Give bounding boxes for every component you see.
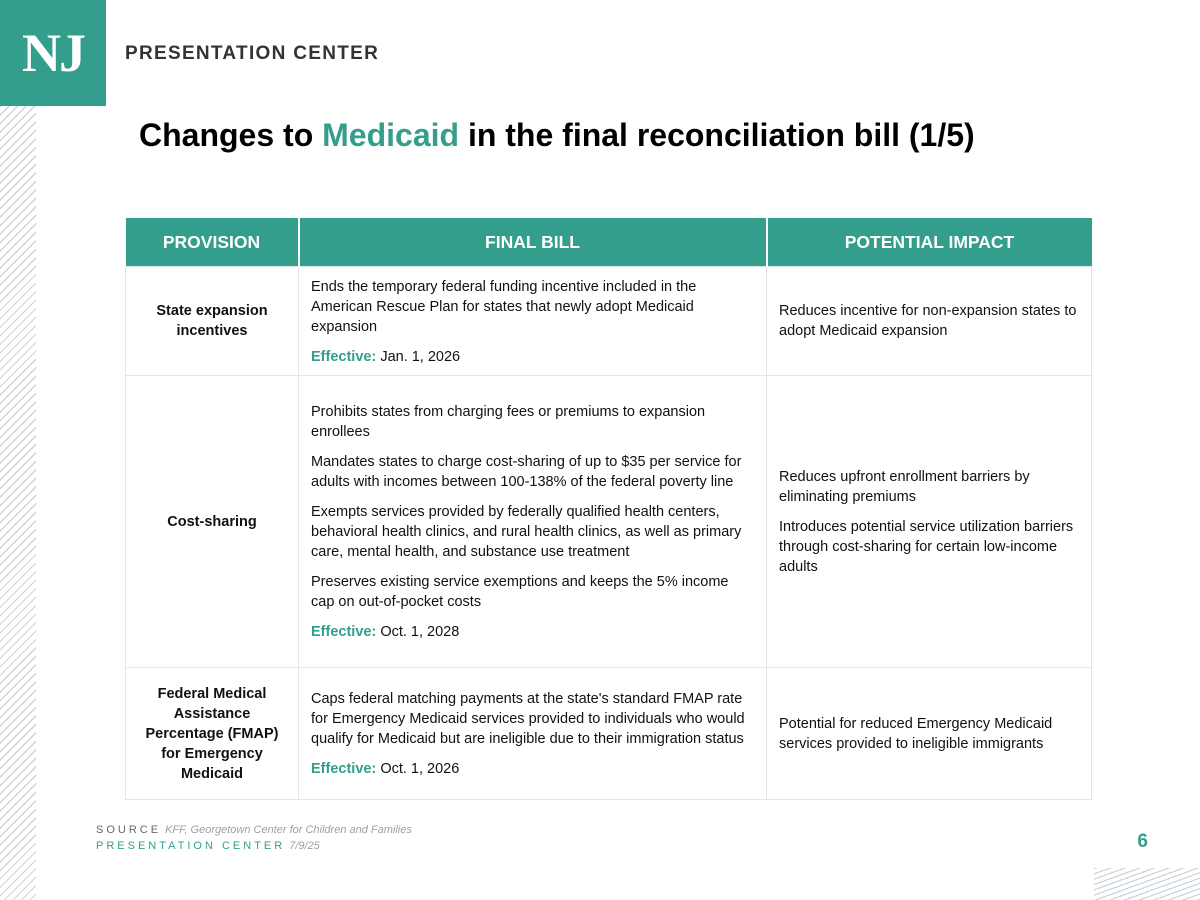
table-row — [126, 668, 1092, 800]
slide-title — [139, 117, 1139, 153]
final-bill-cell — [299, 668, 767, 800]
header-potential-impact: POTENTIAL IMPACT — [767, 218, 1092, 267]
effective-date: Oct. 1, 2026 — [380, 761, 460, 777]
nj-logo — [0, 0, 106, 106]
provision-cell: State expansion incentives — [126, 267, 299, 376]
decorative-hatch-bottom-right — [1094, 868, 1200, 900]
effective-line — [311, 622, 754, 642]
center-label: PRESENTATION CENTER — [96, 840, 286, 852]
bill-text: Prohibits states from charging fees or premiums to expansion enrollees — [311, 404, 706, 440]
bill-text: Exempts services provided by federally qualified health centers, behavioral health clinics, and rural health clinics, as well as primary care, mental health, and substance use treatment — [311, 504, 742, 560]
bill-text: Mandates states to charge cost-sharing of up to $35 per service for adults with incomes between 100-138% of the federal poverty line — [311, 454, 742, 490]
impact-cell — [767, 267, 1092, 376]
title-highlight: Medicaid — [322, 117, 460, 153]
header-provision: PROVISION — [126, 218, 299, 267]
header-final-bill: FINAL BILL — [299, 218, 767, 267]
effective-label: Effective: — [311, 761, 377, 777]
impact-text: Reduces incentive for non-expansion states to adopt Medicaid expansion — [779, 303, 1077, 339]
impact-cell — [767, 668, 1092, 800]
effective-date: Oct. 1, 2028 — [380, 624, 460, 640]
logo-text: NJ — [22, 23, 84, 83]
effective-date: Jan. 1, 2026 — [380, 348, 461, 365]
source-label: SOURCE — [96, 824, 162, 836]
effective-line — [311, 759, 754, 779]
effective-label: Effective: — [311, 624, 377, 640]
impact-text: Potential for reduced Emergency Medicaid services provided to ineligible immigrants — [779, 715, 1053, 752]
bill-text: Preserves existing service exemptions and keeps the 5% income cap on out-of-pocket costs — [311, 574, 729, 610]
provision-cell: Cost-sharing — [126, 376, 299, 668]
table-header-row — [126, 218, 1092, 267]
source-line — [96, 824, 412, 836]
impact-cell — [767, 376, 1092, 668]
title-prefix: Changes to — [139, 117, 323, 153]
table-row — [126, 376, 1092, 668]
medicaid-changes-table — [125, 218, 1092, 800]
source-text: KFF, Georgetown Center for Children and Families — [165, 824, 412, 836]
bill-text: Caps federal matching payments at the state's standard FMAP rate for Emergency Medicaid services provided to individuals who would qualify for Medicaid but are ineligible due to their immigration status — [311, 691, 745, 747]
final-bill-cell — [299, 267, 767, 376]
page-number: 6 — [1137, 831, 1148, 852]
effective-line — [311, 347, 754, 367]
footer-date: 7/9/25 — [289, 840, 320, 852]
bill-text: Ends the temporary federal funding incentive included in the American Rescue Plan for states that newly adopt Medicaid expansion — [311, 278, 697, 335]
impact-text: Reduces upfront enrollment barriers by eliminating premiums — [779, 468, 1030, 505]
impact-text: Introduces potential service utilization barriers through cost-sharing for certain low-income adults — [779, 518, 1074, 575]
effective-label: Effective: — [311, 348, 377, 365]
brand-title: PRESENTATION CENTER — [125, 43, 380, 64]
decorative-hatch-left — [0, 106, 36, 900]
table-row — [126, 267, 1092, 376]
provision-cell: Federal Medical Assistance Percentage (FMAP) for Emergency Medicaid — [126, 668, 299, 800]
title-suffix: in the final reconciliation bill (1/5) — [459, 117, 975, 153]
center-line — [96, 840, 320, 852]
final-bill-cell — [299, 376, 767, 668]
